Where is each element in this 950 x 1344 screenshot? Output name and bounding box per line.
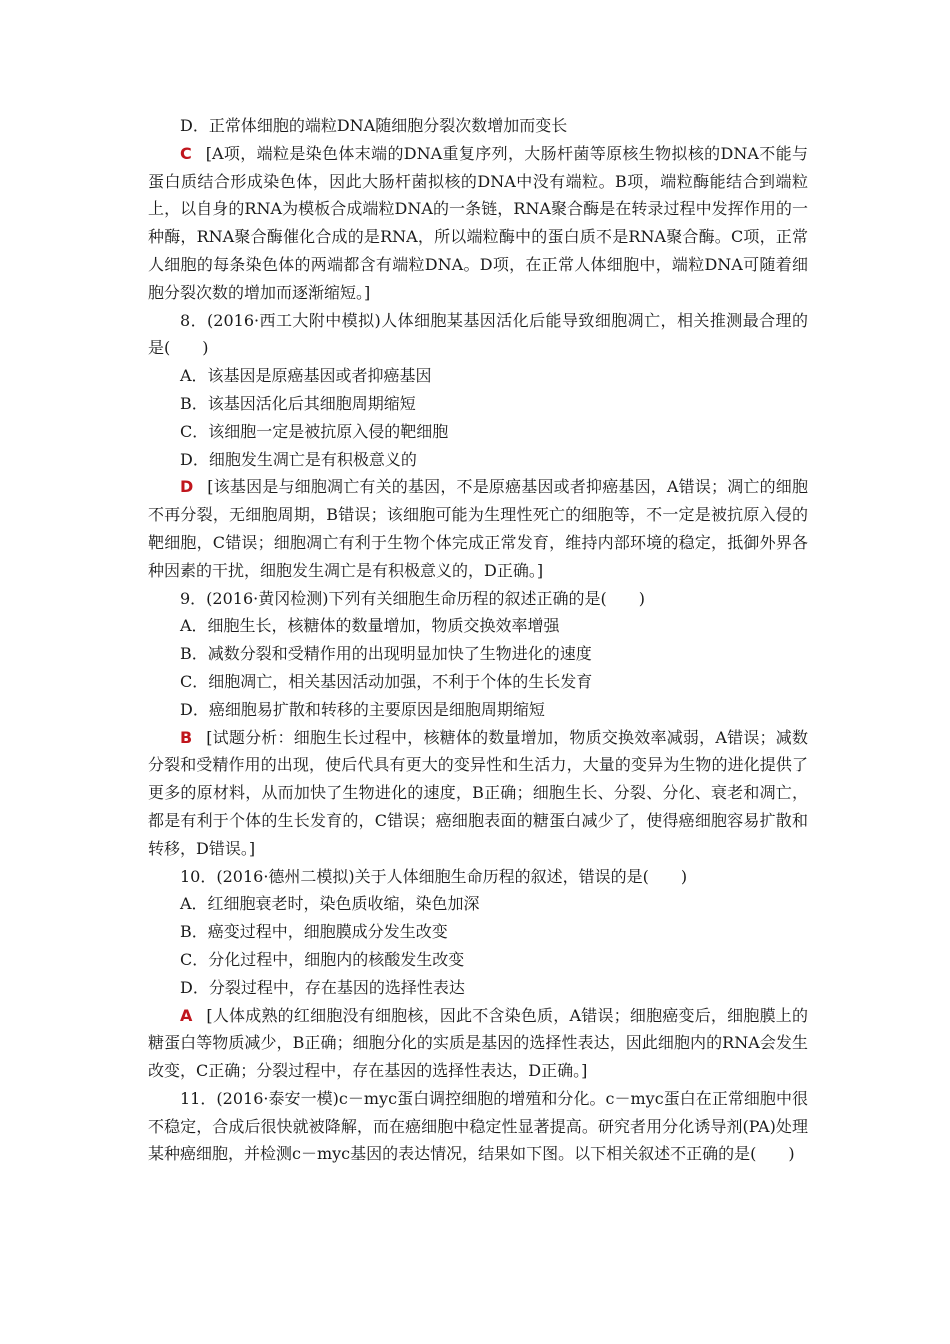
q7-answer-explanation (148, 140, 808, 307)
q8-stem: 8．(2016·西工大附中模拟)人体细胞某基因活化后能导致细胞凋亡，相关推测最合理的是( ) (148, 310, 808, 358)
q9-explanation: [试题分析：细胞生长过程中，核糖体的数量增加，物质交换效率减弱，A错误；减数分裂和受精作用的出现，使后代具有更大的变异性和生活力，大量的变异为生物的进化提供了更多的原材料，从而加快了生物进化的速度，B正确；细胞生长、分裂、分化、衰老和凋亡，都是有利于个体的生长发育的，C错误；癌细胞表面的糖蛋白减少了，使得癌细胞容易扩散和转移，D错误。] (148, 727, 808, 858)
q11-stem: 11．(2016·泰安一模)c－myc蛋白调控细胞的增殖和分化。c－myc蛋白在正常细胞中很不稳定，合成后很快就被降解，而在癌细胞中稳定性显著提高。研究者用分化诱导剂(PA)处理某种癌细胞，并检测c－myc基因的表达情况，结果如下图。以下相关叙述不正确的是( ) (148, 1088, 808, 1164)
q9-stem: 9．(2016·黄冈检测)下列有关细胞生命历程的叙述正确的是( ) (180, 588, 645, 608)
q9-answer-explanation (148, 724, 808, 863)
q10-answer-explanation (148, 1002, 808, 1085)
q9-answer: B (180, 727, 193, 747)
q10-stem: 10．(2016·德州二模拟)关于人体细胞生命历程的叙述，错误的是( ) (180, 866, 688, 886)
q8-option-b: B．该基因活化后其细胞周期缩短 (180, 393, 416, 413)
q10-option-d: D．分裂过程中，存在基因的选择性表达 (180, 977, 465, 997)
q8-explanation: [该基因是与细胞凋亡有关的基因，不是原癌基因或者抑癌基因，A错误；凋亡的细胞不再分裂，无细胞周期，B错误；该细胞可能为生理性死亡的细胞等，不一定是被抗原入侵的靶细胞，C错误；细胞凋亡有利于生物个体完成正常发育，维持内部环境的稳定，抵御外界各种因素的干扰，细胞发生凋亡是有积极意义的，D正确。] (148, 477, 808, 580)
q10-option-c: C．分化过程中，细胞内的核酸发生改变 (180, 949, 465, 969)
q7-answer: C (180, 143, 192, 163)
q8-answer: D (180, 477, 194, 497)
q7-explanation: [A项，端粒是染色体末端的DNA重复序列，大肠杆菌等原核生物拟核的DNA不能与蛋白质结合形成染色体，因此大肠杆菌拟核的DNA中没有端粒。B项，端粒酶能结合到端粒上，以自身的RNA为模板合成端粒DNA的一条链，RNA聚合酶是在转录过程中发挥作用的一种酶，RNA聚合酶催化合成的是RNA，所以端粒酶中的蛋白质不是RNA聚合酶。C项，正常人细胞的每条染色体的两端都含有端粒DNA。D项，在正常人体细胞中，端粒DNA可随着细胞分裂次数的增加而逐渐缩短。] (148, 143, 808, 302)
q9-option-c: C．细胞凋亡，相关基因活动加强，不利于个体的生长发育 (180, 671, 593, 691)
document-page (148, 112, 808, 1168)
q10-answer: A (180, 1005, 193, 1025)
q8-answer-explanation (148, 473, 808, 584)
q9-option-a: A．细胞生长，核糖体的数量增加，物质交换效率增强 (180, 616, 560, 636)
q8-option-d: D．细胞发生凋亡是有积极意义的 (180, 449, 417, 469)
q9-option-b: B．减数分裂和受精作用的出现明显加快了生物进化的速度 (180, 644, 592, 664)
q10-option-b: B．癌变过程中，细胞膜成分发生改变 (180, 922, 448, 942)
q10-explanation: [人体成熟的红细胞没有细胞核，因此不含染色质，A错误；细胞癌变后，细胞膜上的糖蛋白等物质减少，B正确；细胞分化的实质是基因的选择性表达，因此细胞内的RNA会发生改变，C正确；分裂过程中，存在基因的选择性表达，D正确。] (148, 1005, 808, 1081)
q8-option-a: A．该基因是原癌基因或者抑癌基因 (180, 366, 432, 386)
q9-option-d: D．癌细胞易扩散和转移的主要原因是细胞周期缩短 (180, 699, 545, 719)
q10-option-a: A．红细胞衰老时，染色质收缩，染色加深 (180, 894, 480, 914)
q7-option-d: D．正常体细胞的端粒DNA随细胞分裂次数增加而变长 (180, 116, 568, 135)
q8-option-c: C．该细胞一定是被抗原入侵的靶细胞 (180, 421, 449, 441)
